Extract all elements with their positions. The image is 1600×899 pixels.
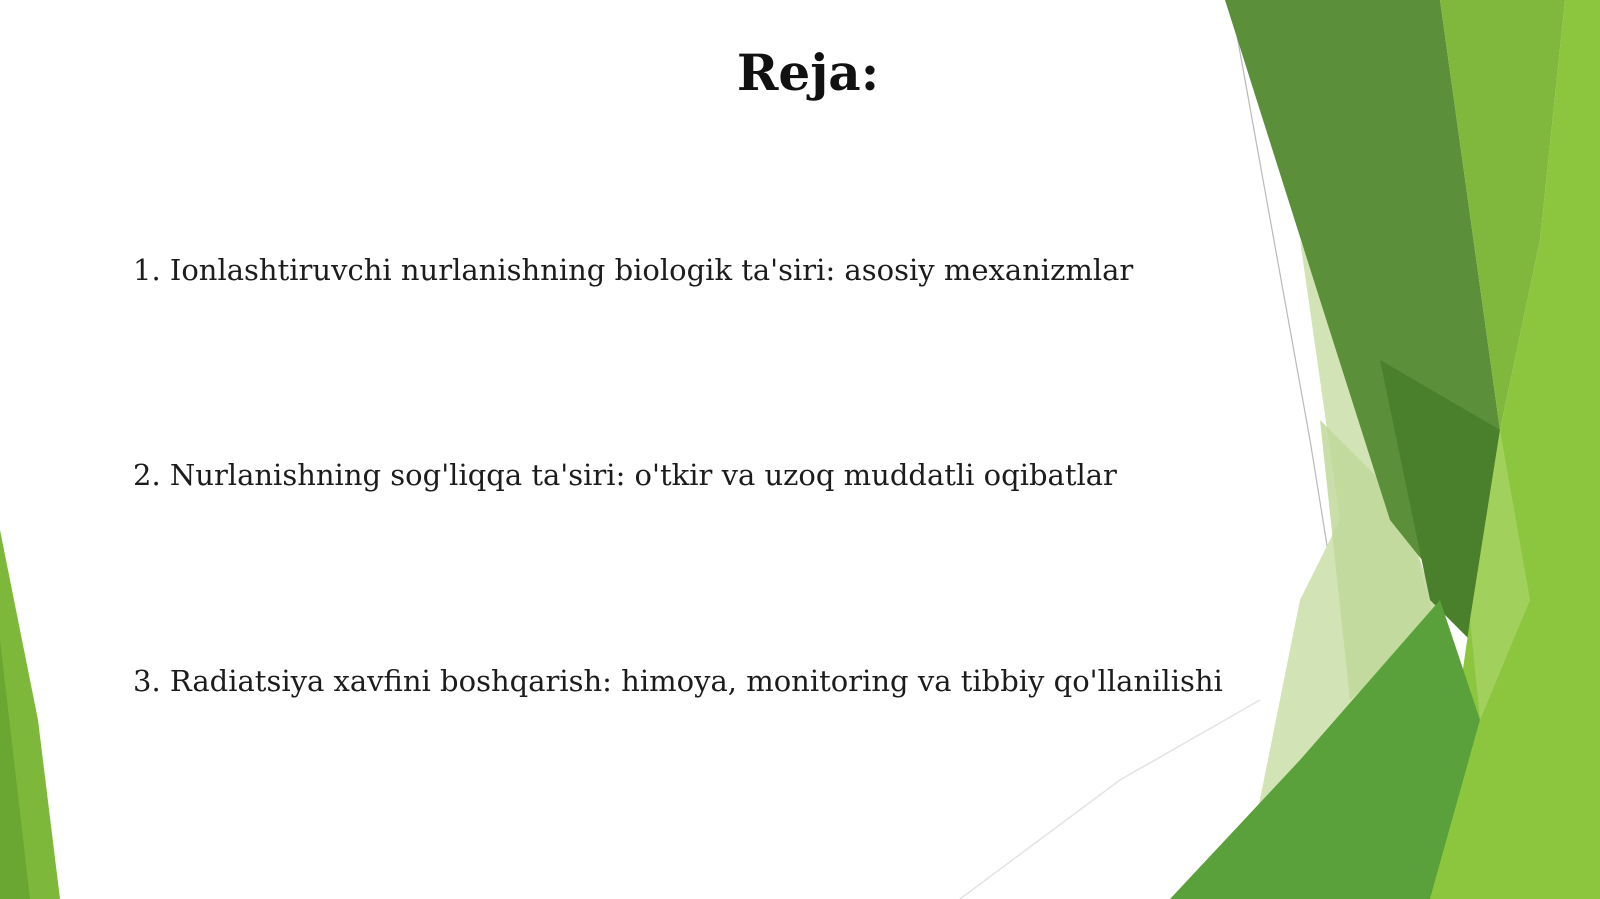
plan-item-3: 3. Radiatsiya xavfini boshqarish: himoya, monitoring va tibbiy qo'llanilishi	[133, 664, 1223, 698]
plan-item-2: 2. Nurlanishning sog'liqqa ta'siri: o'tkir va uzoq muddatli oqibatlar	[133, 458, 1117, 492]
slide-title: Reja:	[736, 43, 880, 102]
plan-item-1: 1. Ionlashtiruvchi nurlanishning biologik ta'siri: asosiy mexanizmlar	[133, 253, 1134, 287]
